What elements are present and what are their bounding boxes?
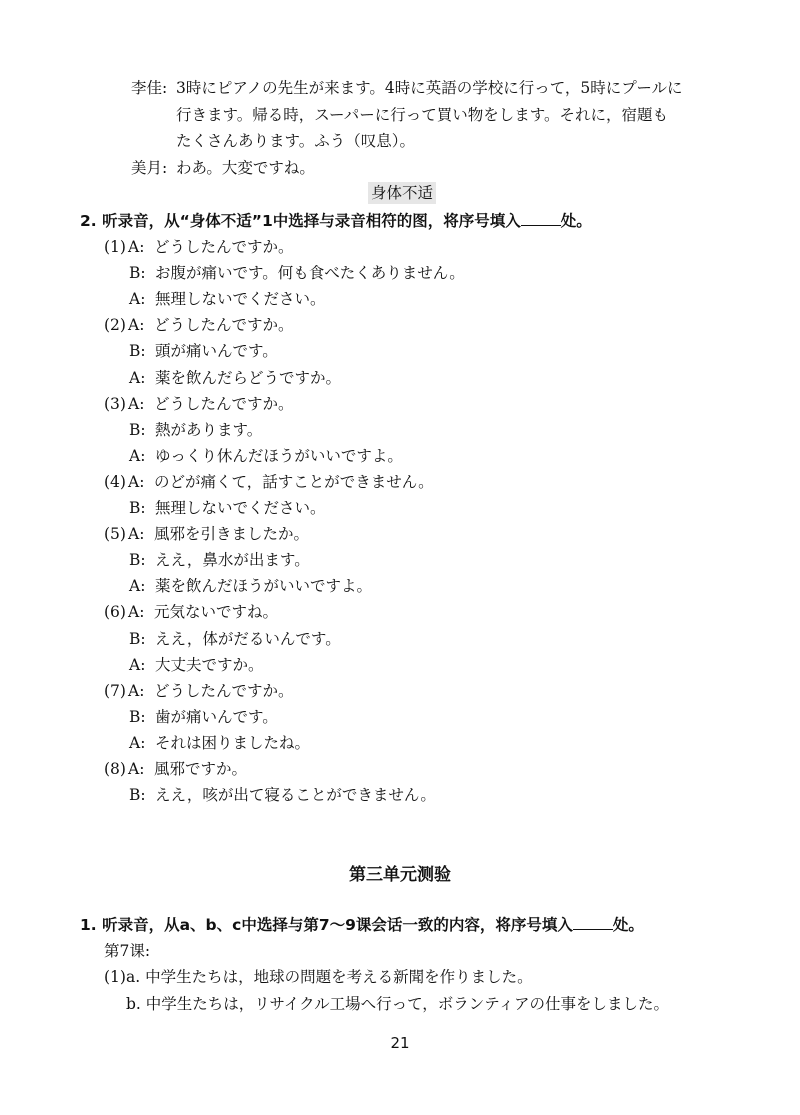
question-lead: 1. 听录音，从a、b、c中选择与第7～9课会话一致的内容，将序号填入 [80, 916, 573, 934]
question-tail: 处。 [612, 916, 644, 934]
dialogue-text: ええ，鼻水が出ます。 [155, 551, 310, 569]
dialogue-line [104, 393, 294, 415]
speaker-label: A: [128, 473, 145, 491]
dialogue-text: 歯が痛いんです。 [155, 708, 278, 726]
speaker-label: B: [129, 499, 146, 517]
speaker-label: A: [128, 603, 145, 621]
speaker-label: B: [129, 551, 146, 569]
dialogue-line [129, 288, 326, 310]
answer-blank[interactable] [521, 210, 561, 226]
dialogue-text: それは困りましたね。 [155, 734, 311, 752]
option-text: a. 中学生たちは，地球の問題を考える新聞を作りました。 [126, 968, 533, 986]
dialogue-text: 風邪を引きましたか。 [154, 525, 310, 543]
dialogue-line [104, 758, 247, 780]
item-number: (3) [104, 395, 126, 413]
dialogue-line [104, 471, 434, 493]
option-b: b. 中学生たちは，リサイクル工場へ行って，ボランティアの仕事をしました。 [126, 995, 670, 1013]
dialogue-text: わあ。大変ですね。 [176, 159, 315, 177]
speaker-label: A: [129, 447, 146, 465]
speaker-label: 美月: [131, 159, 168, 177]
unit-title: 第三单元测验 [349, 865, 451, 885]
dialogue-text: どうしたんですか。 [154, 316, 294, 334]
intro-line-4 [131, 157, 315, 179]
option-a [104, 966, 533, 988]
section-label: 身体不适 [368, 182, 436, 204]
item-number: (1) [104, 968, 126, 986]
speaker-label: A: [129, 577, 146, 595]
question-2-heading [80, 210, 592, 232]
lesson-label: 第7课: [104, 942, 151, 960]
dialogue-text: 3時にピアノの先生が来ます。4時に英語の学校に行って，5時にプールに [176, 79, 683, 97]
speaker-label: B: [129, 786, 146, 804]
dialogue-text: 薬を飲んだほうがいいですよ。 [155, 577, 373, 595]
speaker-label: B: [129, 630, 146, 648]
dialogue-text: ゆっくり休んだほうがいいですよ。 [155, 447, 403, 465]
question-1-heading [80, 914, 644, 936]
speaker-label: A: [128, 395, 145, 413]
dialogue-text: 無理しないでください。 [155, 290, 326, 308]
dialogue-line [129, 549, 310, 571]
dialogue-line [129, 367, 341, 389]
item-number: (2) [104, 316, 126, 334]
dialogue-line [129, 262, 465, 284]
dialogue-line [129, 340, 278, 362]
speaker-label: B: [129, 708, 146, 726]
intro-line-1 [131, 77, 683, 99]
dialogue-line [129, 784, 436, 806]
dialogue-line [129, 654, 264, 676]
speaker-label: A: [128, 760, 145, 778]
dialogue-line [129, 445, 403, 467]
item-number: (1) [104, 238, 126, 256]
dialogue-line [104, 523, 309, 545]
dialogue-text: どうしたんですか。 [154, 395, 294, 413]
dialogue-text: 無理しないでください。 [155, 499, 326, 517]
dialogue-text: ええ，体がだるいんです。 [155, 630, 341, 648]
item-number: (8) [104, 760, 126, 778]
dialogue-line [129, 497, 326, 519]
dialogue-line [129, 628, 341, 650]
speaker-label: A: [128, 682, 145, 700]
speaker-label: A: [129, 369, 146, 387]
intro-line-3: たくさんあります。ふう（叹息）。 [176, 132, 416, 150]
intro-line-2: 行きます。帰る時，スーパーに行って買い物をします。それに，宿題も [176, 106, 668, 124]
dialogue-line [129, 706, 278, 728]
speaker-label: B: [129, 342, 146, 360]
dialogue-text: お腹が痛いです。何も食べたくありません。 [155, 264, 465, 282]
question-lead: 2. 听录音，从“身体不适”1中选择与录音相符的图，将序号填入 [80, 212, 521, 230]
speaker-label: A: [129, 734, 146, 752]
speaker-label: 李佳: [131, 79, 168, 97]
dialogue-line [129, 732, 310, 754]
dialogue-text: どうしたんですか。 [154, 682, 294, 700]
dialogue-text: どうしたんですか。 [154, 238, 294, 256]
item-number: (5) [104, 525, 126, 543]
speaker-label: A: [128, 525, 145, 543]
dialogue-text: 大丈夫ですか。 [155, 656, 264, 674]
dialogue-text: のどが痛くて，話すことができません。 [154, 473, 434, 491]
item-number: (6) [104, 603, 126, 621]
dialogue-text: 頭が痛いんです。 [155, 342, 278, 360]
dialogue-line [129, 419, 262, 441]
speaker-label: A: [129, 290, 146, 308]
speaker-label: A: [129, 656, 146, 674]
dialogue-text: 薬を飲んだらどうですか。 [155, 369, 342, 387]
speaker-label: A: [128, 316, 145, 334]
speaker-label: A: [128, 238, 145, 256]
item-number: (4) [104, 473, 126, 491]
speaker-label: B: [129, 264, 146, 282]
item-number: (7) [104, 682, 126, 700]
dialogue-line [104, 314, 294, 336]
question-tail: 处。 [560, 212, 592, 230]
dialogue-line [104, 680, 294, 702]
dialogue-text: 熱があります。 [155, 421, 263, 439]
dialogue-text: 風邪ですか。 [154, 760, 248, 778]
dialogue-line [104, 236, 294, 258]
dialogue-line [129, 575, 372, 597]
speaker-label: B: [129, 421, 146, 439]
page-number: 21 [390, 1034, 410, 1052]
dialogue-line [104, 601, 278, 623]
dialogue-text: 元気ないですね。 [154, 603, 279, 621]
answer-blank[interactable] [573, 914, 613, 930]
dialogue-text: ええ，咳が出て寝ることができません。 [155, 786, 436, 804]
